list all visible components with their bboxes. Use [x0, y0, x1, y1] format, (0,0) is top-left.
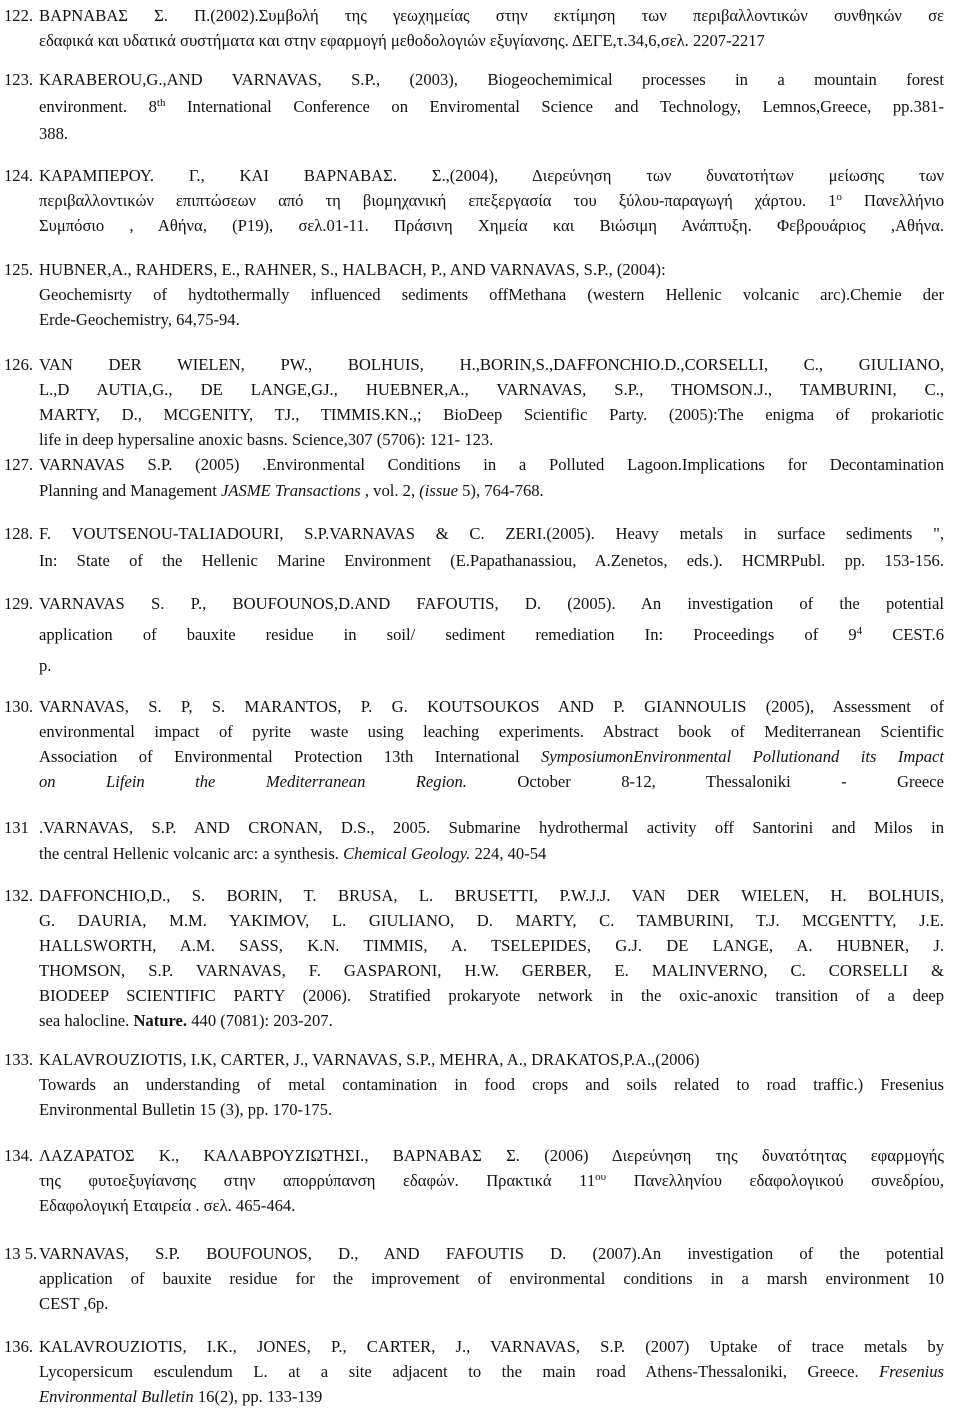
reference-text: 440 (7081): 203-207.	[187, 1011, 333, 1030]
reference-text: 16(2), pp. 133-139	[193, 1387, 323, 1406]
reference-number: 132.	[4, 886, 34, 905]
reference-text: Towards an understanding of metal contamination in food crops and soils related to road traffic.) Fresenius	[39, 1075, 944, 1094]
reference-text: ΚΑΡΑΜΠΕΡΟΥ. Γ., ΚΑΙ ΒΑΡΝΑΒΑΣ. Σ.,(2004), Διερεύνηση των δυνατοτήτων μείωσης των	[39, 166, 944, 185]
reference-text: KALAVROUZIOTIS, I.K., JONES, P., CARTER, J., VARNAVAS, S.P. (2007) Uptake of trace metals by	[39, 1337, 944, 1356]
reference-line	[39, 591, 944, 616]
reference-text: Association of Environmental Protection 13th International	[39, 747, 542, 766]
reference-line	[39, 983, 944, 1008]
reference-text: KARABEROU,G.,AND VARNAVAS, S.P., (2003), Biogeochemimical processes in a mountain forest	[39, 70, 944, 89]
reference-line	[39, 1193, 295, 1218]
reference-line	[39, 1384, 322, 1409]
reference-line	[39, 1072, 944, 1097]
reference-text: environment. 8	[39, 97, 157, 116]
reference-line	[39, 841, 546, 866]
reference-text: JASME Transactions	[221, 481, 361, 500]
reference-text: In: State of the Hellenic Marine Environment (E.Papathanassiou, A.Zenetos, eds.). HCMRPubl. pp. 153-156.	[39, 551, 944, 570]
reference-text: CEST ,6p.	[39, 1294, 109, 1313]
reference-text: VARNAVAS S.P. (2005) .Environmental Conditions in a Polluted Lagoon.Implications for Decontamination	[39, 455, 944, 474]
reference-line	[39, 163, 944, 188]
reference-line	[39, 478, 544, 503]
reference-line	[39, 719, 944, 744]
reference-line	[39, 622, 944, 647]
reference-text: DAFFONCHIO,D., S. BORIN, T. BRUSA, L. BRUSETTI, P.W.J.J. VAN DER WIELEN, H. BOLHUIS,	[39, 886, 944, 905]
reference-number: 133.	[4, 1050, 34, 1069]
reference-text: Nature.	[133, 1011, 188, 1030]
reference-text: Πανελλήνιο	[841, 191, 944, 210]
reference-text: Fresenius	[879, 1362, 944, 1381]
superscript-text: ο	[836, 191, 842, 203]
reference-line	[39, 653, 51, 678]
reference-text: F. VOUTSENOU-TALIADOURI, S.P.VARNAVAS & C. ZERI.(2005). Heavy metals in surface sediments ",	[39, 524, 944, 543]
reference-line	[39, 1047, 700, 1072]
reference-text: VARNAVAS, S. P, S. MARANTOS, P. G. KOUTSOUKOS AND P. GIANNOULIS (2005), Assessment of	[39, 697, 944, 716]
reference-text: 5), 764-768.	[457, 481, 544, 500]
reference-number: 13 5.	[4, 1244, 38, 1263]
reference-line	[39, 908, 944, 933]
reference-line	[39, 769, 944, 794]
reference-text: Erde-Geochemistry, 64,75-94.	[39, 310, 240, 329]
superscript-text: 4	[856, 625, 863, 637]
reference-line	[39, 521, 944, 546]
reference-line	[39, 352, 944, 377]
reference-text: application of bauxite residue for the improvement of environmental conditions in a marsh environment 10	[39, 1269, 944, 1288]
reference-text: sea halocline.	[39, 1011, 134, 1030]
reference-number: 124.	[4, 166, 34, 185]
reference-line	[39, 1359, 944, 1384]
reference-text: Συμπόσιο , Αθήνα, (Ρ19), σελ.01-11. Πράσινη Χημεία και Βιώσιμη Ανάπτυξη. Φεβρουάριος ,Αθήνα.	[39, 216, 944, 235]
reference-line	[39, 427, 493, 452]
reference-text: MARTY, D., MCGENITY, TJ., TIMMIS.KN.,; BioDeep Scientific Party. (2005):The enigma of prokariotic	[39, 405, 944, 424]
reference-number: 126.	[4, 355, 34, 374]
reference-text: Environmental Bulletin 15 (3), pp. 170-175.	[39, 1100, 333, 1119]
reference-line	[39, 67, 944, 92]
reference-line	[39, 307, 240, 332]
reference-line	[39, 121, 68, 146]
reference-text: ΒΑΡΝΑΒΑΣ Σ. Π.(2002).Συμβολή της γεωχημείας στην εκτίμηση των περιβαλλοντικών συνθηκών σε	[39, 6, 944, 25]
reference-line	[39, 3, 944, 28]
reference-number: 130.	[4, 697, 34, 716]
reference-number: 128.	[4, 524, 34, 543]
reference-text: CEST.6	[862, 625, 944, 644]
reference-text: Environmental Bulletin	[39, 1387, 194, 1406]
reference-number: 122.	[4, 6, 34, 25]
reference-line	[39, 1266, 944, 1291]
reference-line	[39, 402, 944, 427]
reference-text: HUBNER,A., RAHDERS, E., RAHNER, S., HALBACH, P., AND VARNAVAS, S.P., (2004):	[39, 260, 666, 279]
reference-number: 134.	[4, 1146, 34, 1165]
reference-number: 127.	[4, 455, 34, 474]
reference-line	[39, 1291, 108, 1316]
reference-line	[39, 1097, 332, 1122]
reference-line	[39, 257, 666, 282]
reference-line	[39, 1168, 944, 1193]
reference-text: περιβαλλοντικών επιπτώσεων από τη βιομηχανική επεξεργασία του ξύλου-παραγωγή χάρτου. 1	[39, 191, 837, 210]
reference-text: SymposiumonEnvironmental Pollutionand its Impact	[541, 747, 944, 766]
reference-text: International Conference on Enviromental Science and Technology, Lemnos,Greece, pp.381-	[165, 97, 944, 116]
reference-text: L.,D AUTIA,G., DE LANGE,GJ., HUEBNER,A., VARNAVAS, S.P., THOMSON.J., TAMBURINI, C.,	[39, 380, 944, 399]
reference-text: G. DAURIA, M.M. YAKIMOV, L. GIULIANO, D. MARTY, C. TAMBURINI, T.J. MCGENTTY, J.E.	[39, 911, 944, 930]
reference-line	[39, 933, 944, 958]
reference-text: της φυτοεξυγίανσης στην απορρύπανση εδαφών. Πρακτικά 11	[39, 1171, 596, 1190]
reference-text: Planning and Management	[39, 481, 222, 500]
reference-line	[39, 452, 944, 477]
reference-text: VARNAVAS S. P., BOUFOUNOS,D.AND FAFOUTIS, D. (2005). An investigation of the potential	[39, 594, 944, 613]
reference-line	[39, 282, 944, 307]
reference-line	[39, 1143, 944, 1168]
reference-text: 224, 40-54	[470, 844, 547, 863]
reference-text: p.	[39, 656, 52, 675]
reference-text: 388.	[39, 124, 69, 143]
reference-text: October 8-12, Thessaloniki - Greece	[466, 772, 945, 791]
reference-text: ΛΑΖΑΡΑΤΟΣ Κ., ΚΑΛΑΒΡΟΥΖΙΩΤΗΣΙ., ΒΑΡΝΑΒΑΣ Σ. (2006) Διερεύνηση της δυνατότητας εφαρμογής	[39, 1146, 944, 1165]
reference-text: BIODEEP SCIENTIFIC PARTY (2006). Stratified prokaryote network in the oxic-anoxic transition of a deep	[39, 986, 944, 1005]
reference-line	[39, 1241, 944, 1266]
reference-text: VAN DER WIELEN, PW., BOLHUIS, H.,BORIN,S.,DAFFONCHIO.D.,CORSELLI, C., GIULIANO,	[39, 355, 944, 374]
reference-number: 125.	[4, 260, 34, 279]
reference-line	[39, 694, 944, 719]
reference-line	[39, 188, 944, 213]
reference-text: (issue	[419, 481, 458, 500]
reference-text: THOMSON, S.P. VARNAVAS, F. GASPARONI, H.W. GERBER, E. MALINVERNO, C. CORSELLI &	[39, 961, 944, 980]
reference-number: 129.	[4, 594, 34, 613]
reference-text: environmental impact of pyrite waste using leaching experiments. Abstract book of Mediterranean Scientific	[39, 722, 944, 741]
reference-text: HALLSWORTH, A.M. SASS, K.N. TIMMIS, A. TSELEPIDES, G.J. DE LANGE, A. HUBNER, J.	[39, 936, 944, 955]
reference-line	[39, 213, 944, 238]
superscript-text: ου	[595, 1171, 607, 1183]
reference-number: 136.	[4, 1337, 34, 1356]
reference-line	[39, 883, 944, 908]
reference-text: Lycopersicum esculendum L. at a site adjacent to the main road Athens-Thessaloniki, Greece.	[39, 1362, 880, 1381]
reference-line	[39, 28, 765, 53]
reference-line	[39, 1008, 333, 1033]
reference-text: KALAVROUZIOTIS, I.K, CARTER, J., VARNAVAS, S.P., MEHRA, A., DRAKATOS,P.A.,(2006)	[39, 1050, 700, 1069]
reference-line	[39, 744, 944, 769]
reference-line	[39, 1334, 944, 1359]
reference-line	[39, 958, 944, 983]
reference-text: Chemical Geology.	[343, 844, 471, 863]
reference-text: application of bauxite residue in soil/ sediment remediation In: Proceedings of 9	[39, 625, 857, 644]
reference-text: Geochemisrty of hydtothermally influenced sediments offMethana (western Hellenic volcanic arc).Chemie der	[39, 285, 944, 304]
reference-text: .VARNAVAS, S.P. AND CRONAN, D.S., 2005. Submarine hydrothermal activity off Santorini and Milos in	[39, 818, 944, 837]
reference-text: , vol. 2,	[360, 481, 420, 500]
reference-text: εδαφικά και υδατικά συστήματα και στην εφαρμογή μεθοδολογιών εξυγίανσης. ΔΕΓΕ,τ.34,6,σελ. 2207-2217	[39, 31, 765, 50]
reference-line	[39, 377, 944, 402]
reference-text: the central Hellenic volcanic arc: a synthesis.	[39, 844, 344, 863]
reference-number: 131	[4, 818, 29, 837]
reference-line	[39, 815, 944, 840]
reference-line	[39, 548, 944, 573]
reference-text: Εδαφολογική Εταιρεία . σελ. 465-464.	[39, 1196, 296, 1215]
reference-text: life in deep hypersaline anoxic basns. Science,307 (5706): 121- 123.	[39, 430, 494, 449]
reference-line	[39, 94, 944, 119]
reference-text: on Lifein the Mediterranean Region.	[39, 772, 467, 791]
superscript-text: th	[156, 97, 166, 109]
reference-text: VARNAVAS, S.P. BOUFOUNOS, D., AND FAFOUTIS D. (2007).An investigation of the potential	[39, 1244, 944, 1263]
reference-text: Πανελληνίου εδαφολογικού συνεδρίου,	[606, 1171, 944, 1190]
reference-number: 123.	[4, 70, 34, 89]
